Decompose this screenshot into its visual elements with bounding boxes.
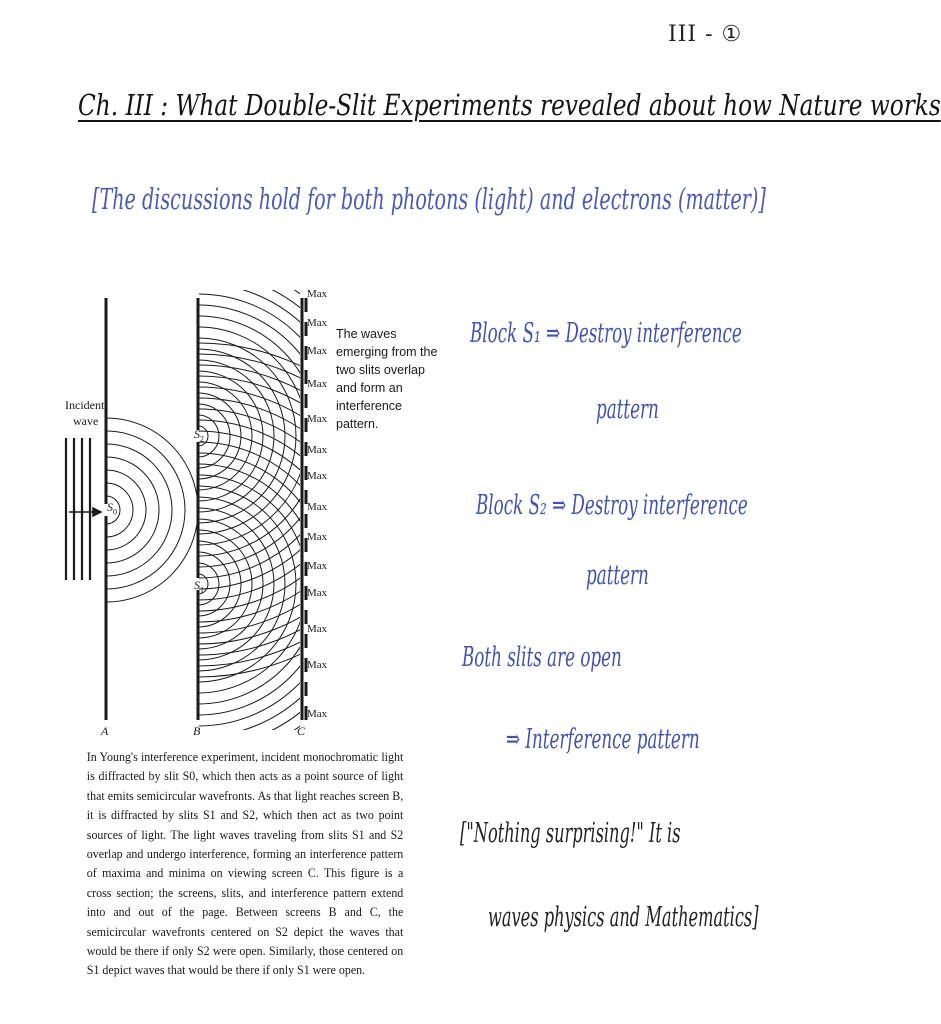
max-label: Max	[307, 531, 328, 543]
max-label: Max	[307, 413, 328, 425]
max-label: Max	[307, 444, 328, 456]
max-label: Max	[307, 317, 328, 329]
max-label: Max	[307, 288, 328, 300]
subtitle-note: [The discussions hold for both photons (light) and electrons (matter)]	[92, 182, 766, 216]
incident-label-line2: wave	[73, 414, 99, 428]
max-label: Max	[307, 345, 328, 357]
max-label: Max	[307, 501, 328, 513]
max-label: Max	[307, 659, 328, 671]
max-label: Max	[307, 470, 328, 482]
max-label: Max	[307, 378, 328, 390]
incident-label-line1: Incident	[65, 398, 105, 412]
incident-wavefronts	[66, 438, 90, 580]
slit-s0-label: $S_0$	[107, 500, 117, 517]
max-label: Max	[307, 587, 328, 599]
note-conclusion-line2: waves physics and Mathematics]	[488, 902, 759, 933]
slit-s2-label: $S_2$	[194, 427, 204, 444]
screen-c	[302, 298, 306, 720]
note-block-s2-line2: pattern	[586, 560, 649, 591]
screen-a-label: A	[101, 724, 109, 738]
figure-side-caption: The waves emerging from the two slits overlap and form an interference pattern.	[336, 327, 438, 431]
screen-c-label: C	[297, 724, 306, 738]
page-number: III - ①	[668, 22, 743, 47]
max-label: Max	[307, 560, 328, 572]
note-both-open-line1: Both slits are open	[462, 642, 622, 673]
caption-text: In Young's interference experiment, incident monochromatic light is diffracted by slit S0, which then acts as a point source of light that emits semicircular wavefronts. As that light reaches screen B, it is diffracted by slits S1 and S2, which then act as two point sources of light. The light waves traveling from slits S1 and S2 overlap and undergo interference, forming an interference pattern of maxima and minima on viewing screen C. This figure is a cross section; the screens, slits, and interference pattern extend into and out of the page. Between screens B and C, the semicircular wavefronts centered on S2 depict the waves that would be there if only S2 were open. Similarly, those centered on S1 depict waves that would be there if only S1 were open.	[86, 749, 404, 978]
slit-s1-label: $S_1$	[194, 578, 204, 595]
note-both-open-line2: ⇒ Interference pattern	[506, 724, 700, 755]
max-label: Max	[307, 708, 328, 720]
page-title: Ch. III : What Double-Slit Experiments revealed about how Nature works	[78, 88, 941, 122]
note-block-s2-line1: Block S₂ ⇒ Destroy interference	[476, 490, 748, 521]
figure-caption	[50, 747, 403, 980]
note-conclusion-line1: ["Nothing surprising!" It is	[460, 818, 681, 849]
note-block-s1-line1: Block S₁ ⇒ Destroy interference	[470, 318, 742, 349]
max-label: Max	[307, 623, 328, 635]
screen-b-label: B	[193, 724, 201, 738]
note-block-s1-line2: pattern	[596, 394, 659, 425]
